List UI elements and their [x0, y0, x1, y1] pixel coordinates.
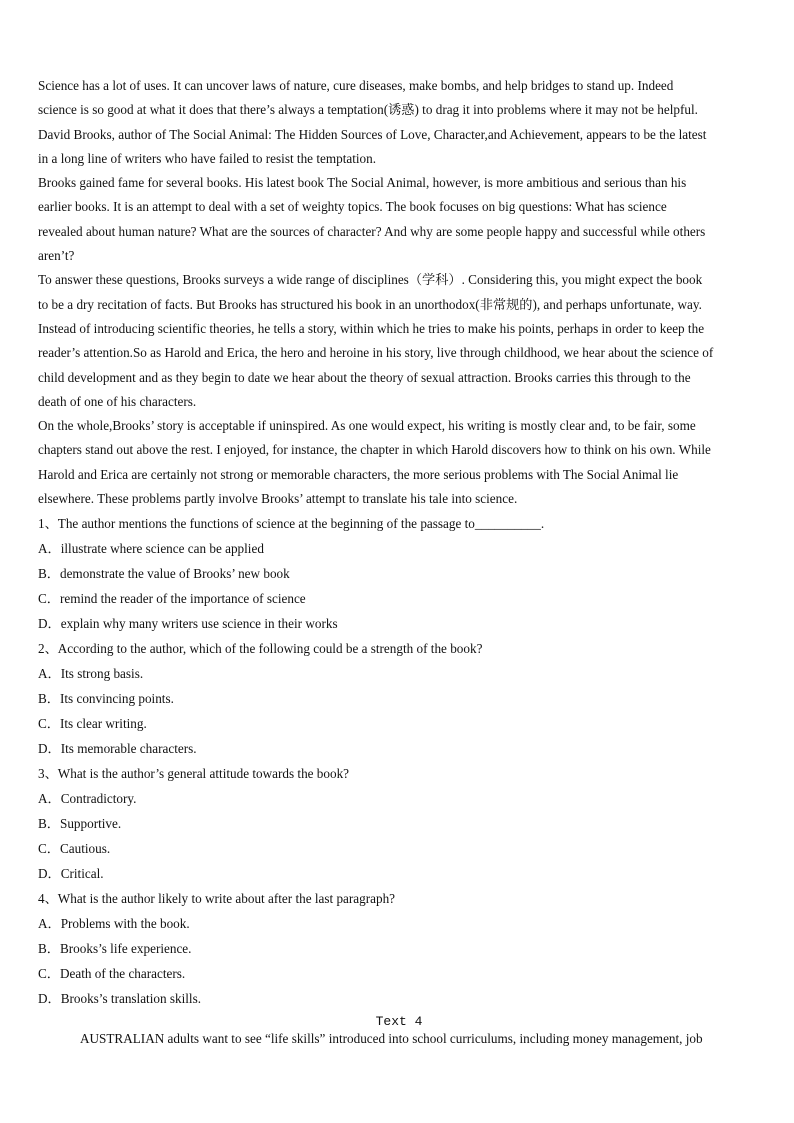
answer-option: D．Its memorable characters.: [38, 741, 197, 757]
answer-option: C．Its clear writing.: [38, 716, 147, 732]
answer-option: C．Death of the characters.: [38, 966, 186, 982]
passage-line: Instead of introducing scientific theories, he tells a story, within which he tries to make his points, perhaps in order to keep the: [38, 320, 705, 336]
answer-option: B．Brooks’s life experience.: [38, 941, 192, 957]
passage-line: science is so good at what it does that there’s always a temptation(诱惑) to drag it into problems where it may not be helpful.: [38, 102, 698, 118]
passage-line: Harold and Erica are certainly not strong or memorable characters, the more serious problems with The Social Animal lie: [38, 466, 679, 482]
passage-line: in a long line of writers who have failed to resist the temptation.: [38, 150, 377, 166]
passage-line: Brooks gained fame for several books. His latest book The Social Animal, however, is more ambitious and serious than his: [38, 175, 687, 191]
passage-line: to be a dry recitation of facts. But Brooks has structured his book in an unorthodox(非常规的), and perhaps unfortunate, way.: [38, 296, 702, 312]
passage-line: earlier books. It is an attempt to deal with a set of weighty topics. The book focuses on big questions: What has science: [38, 199, 667, 215]
answer-option: B．Supportive.: [38, 816, 122, 832]
next-text-first-line: AUSTRALIAN adults want to see “life skills” introduced into school curriculums, including money management, job: [80, 1031, 703, 1047]
answer-option: A．Its strong basis.: [38, 666, 144, 682]
passage-line: death of one of his characters.: [38, 393, 197, 409]
passage-line: child development and as they begin to date we hear about the theory of sexual attraction. Brooks carries this through to the: [38, 369, 691, 385]
answer-option: D．Critical.: [38, 866, 104, 882]
question-stem: 2、According to the author, which of the following could be a strength of the book?: [38, 641, 483, 657]
document-page: [38, 74, 760, 1048]
answer-option: A．Contradictory.: [38, 791, 137, 807]
answer-option: D．Brooks’s translation skills.: [38, 991, 202, 1007]
passage-line: On the whole,Brooks’ story is acceptable if uninspired. As one would expect, his writing is mostly clear and, to be fair, some: [38, 418, 696, 434]
answer-option: C．remind the reader of the importance of science: [38, 591, 306, 607]
question-stem: 3、What is the author’s general attitude towards the book?: [38, 766, 350, 782]
question-1: [38, 511, 760, 636]
passage-line: To answer these questions, Brooks surveys a wide range of disciplines（学科）. Considering this, you might expect the book: [38, 272, 703, 288]
question-stem: 1、The author mentions the functions of science at the beginning of the passage to__________.: [38, 516, 545, 532]
passage-line: revealed about human nature? What are the sources of character? And why are some people happy and successful while others: [38, 223, 706, 239]
answer-option: B．Its convincing points.: [38, 691, 174, 707]
answer-option: A．Problems with the book.: [38, 916, 190, 932]
passage-line: aren’t?: [38, 248, 75, 264]
passage-line: reader’s attention.So as Harold and Erica, the hero and heroine in his story, live through childhood, we hear about the science of: [38, 345, 714, 361]
question-2: [38, 636, 760, 761]
answer-option: A．illustrate where science can be applied: [38, 541, 264, 557]
answer-option: D．explain why many writers use science in their works: [38, 616, 338, 632]
passage: [38, 74, 760, 511]
passage-line: chapters stand out above the rest. I enjoyed, for instance, the chapter in which Harold discovers how to think on his own. While: [38, 442, 711, 458]
answer-option: B．demonstrate the value of Brooks’ new book: [38, 566, 290, 582]
question-stem: 4、What is the author likely to write about after the last paragraph?: [38, 891, 396, 907]
section-heading: Text 4: [375, 1014, 423, 1030]
passage-line: elsewhere. These problems partly involve Brooks’ attempt to translate his tale into science.: [38, 491, 518, 507]
answer-option: C．Cautious.: [38, 841, 111, 857]
passage-line: David Brooks, author of The Social Animal: The Hidden Sources of Love, Character,and Achievement, appears to be the latest: [38, 126, 707, 142]
question-3: [38, 761, 760, 886]
passage-line: Science has a lot of uses. It can uncover laws of nature, cure diseases, make bombs, and help bridges to stand up. Indeed: [38, 78, 674, 93]
question-4: [38, 886, 760, 1011]
